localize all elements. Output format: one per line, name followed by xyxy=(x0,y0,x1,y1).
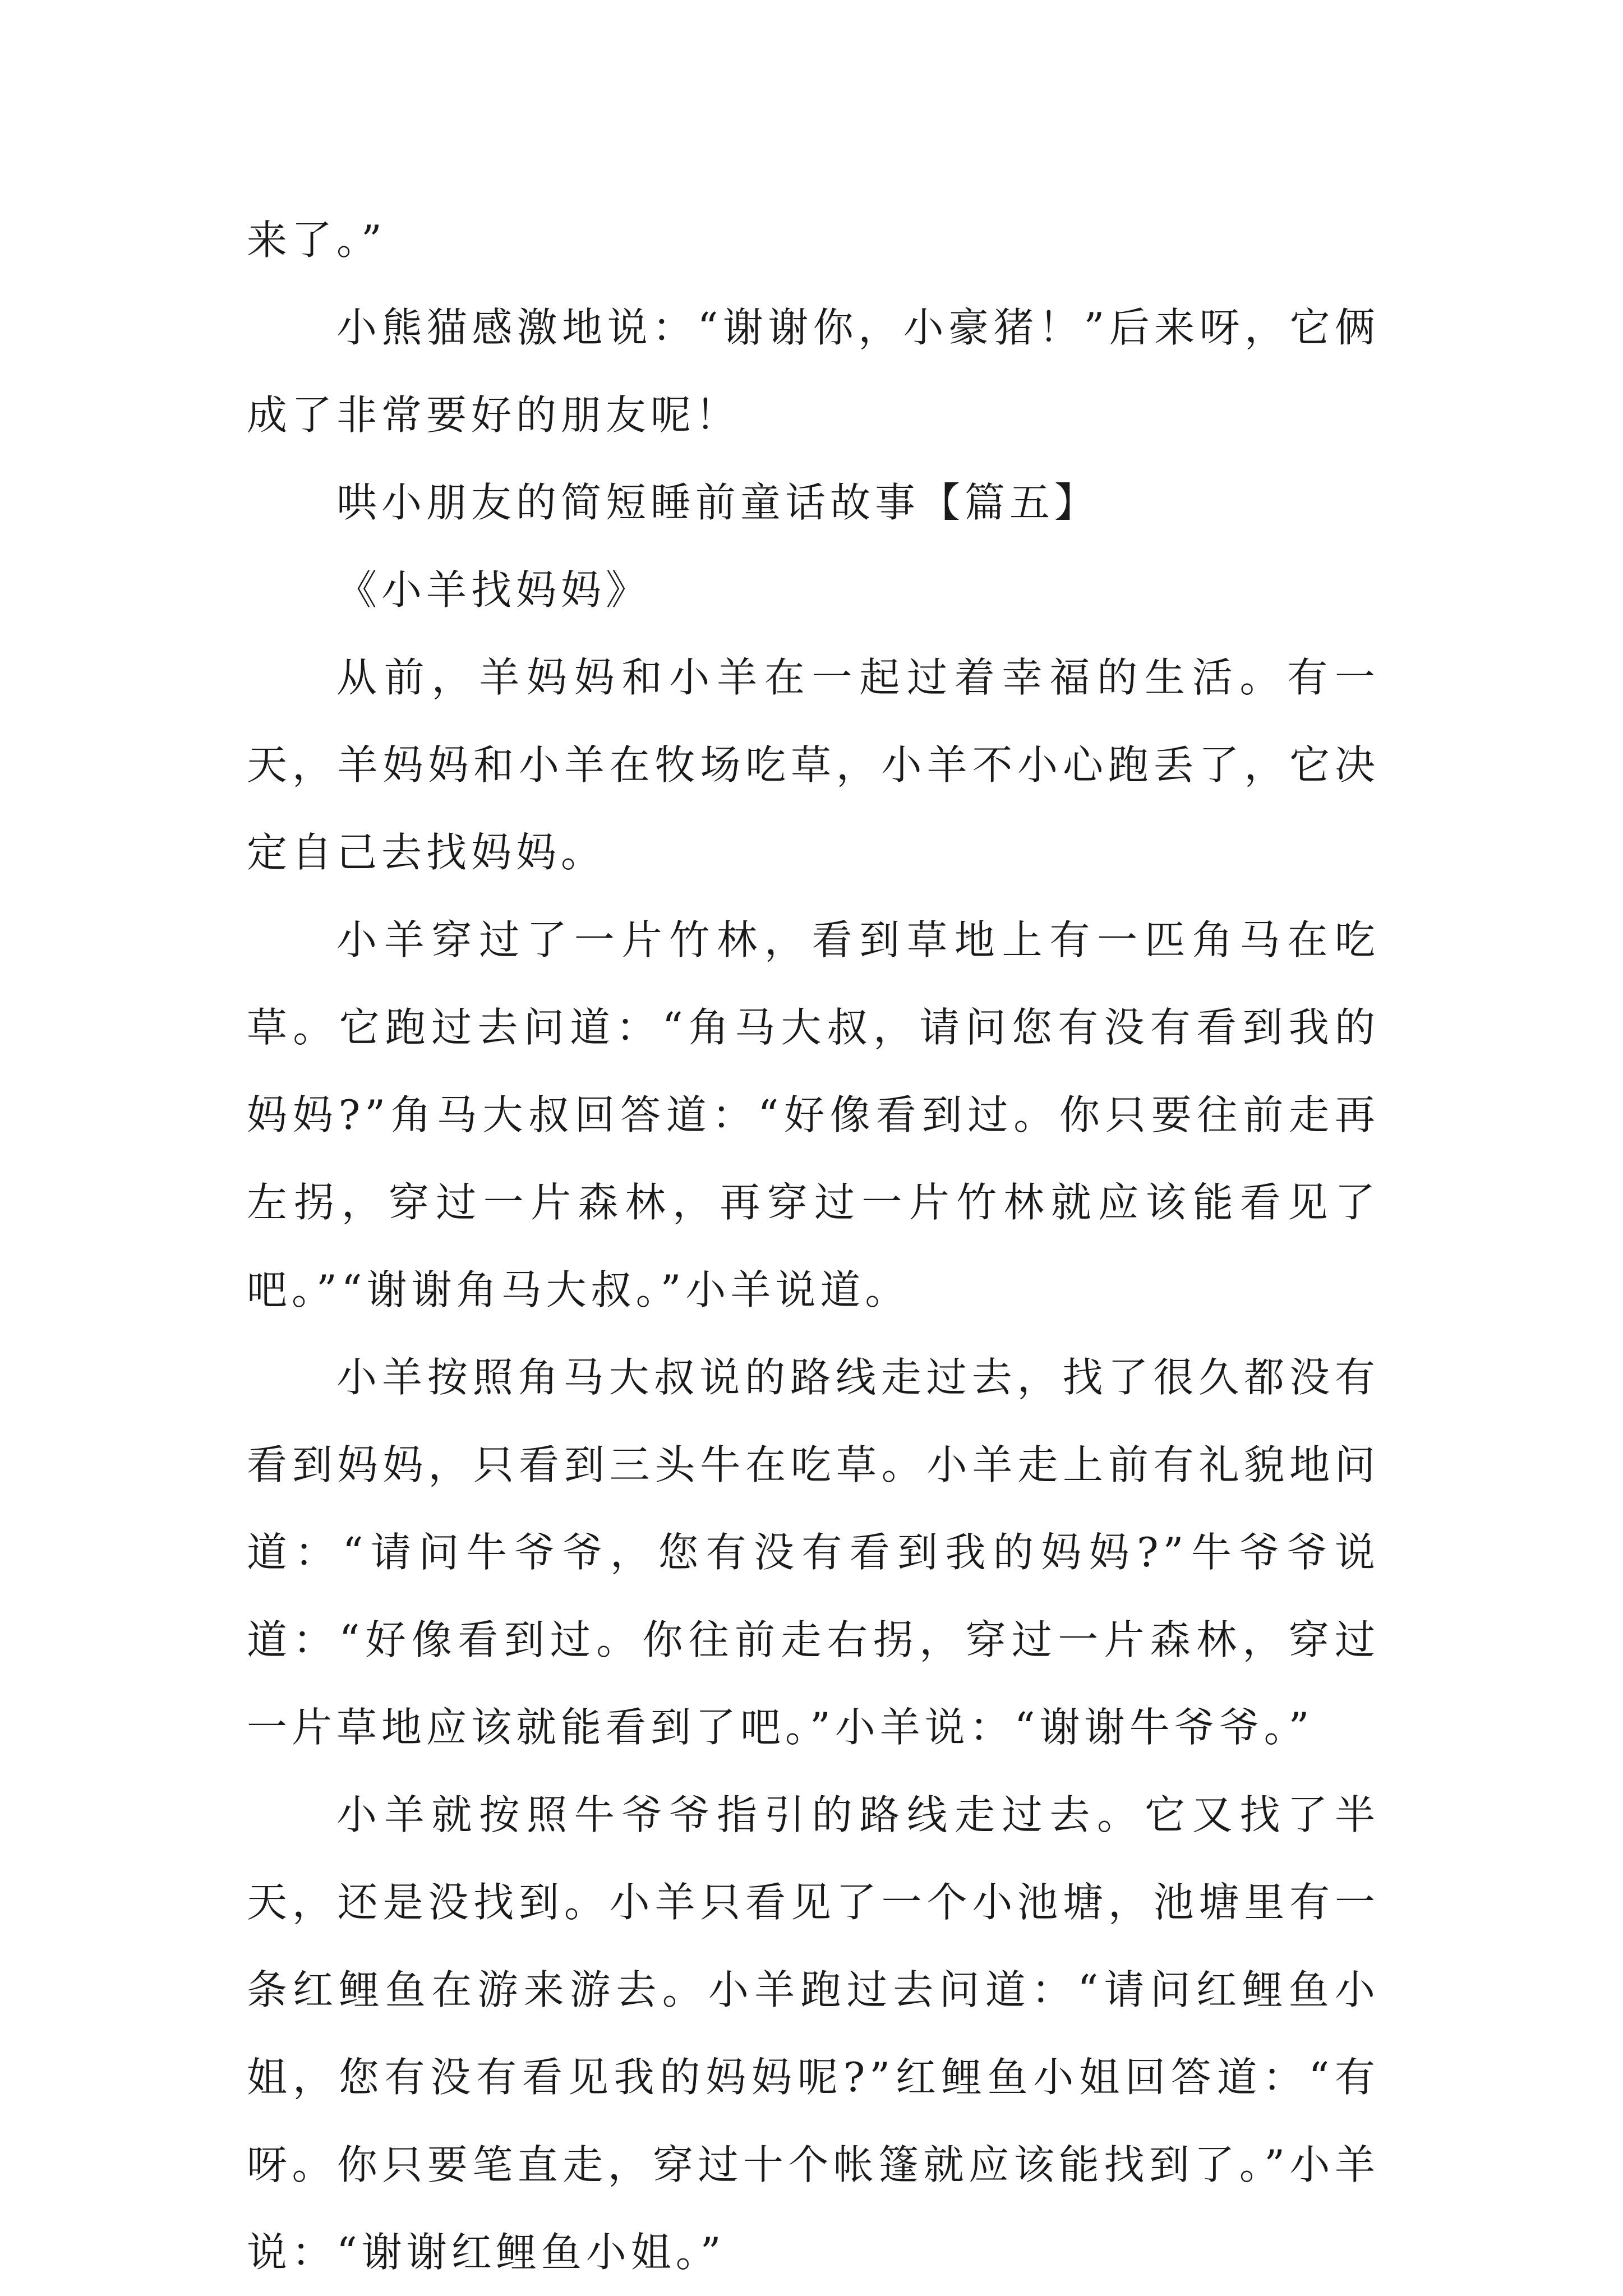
story-title: 《小羊找妈妈》 xyxy=(336,566,651,614)
paragraph: 小羊穿过了一片竹林，看到草地上有一匹角马在吃草。它跑过去问道：“角马大叔，请问您有没有看到我的妈妈?”角马大叔回答道：“好像看到过。你只要往前走再左拐，穿过一片森林，再穿过一片竹林就应该能看见了吧。”“谢谢角马大叔。”小羊说道。 xyxy=(247,916,1380,1313)
paragraph: 小羊按照角马大叔说的路线走过去，找了很久都没有看到妈妈，只看到三头牛在吃草。小羊走上前有礼貌地问道：“请问牛爷爷，您有没有看到我的妈妈?”牛爷爷说道：“好像看到过。你往前走右拐，穿过一片森林，穿过一片草地应该就能看到了吧。”小羊说：“谢谢牛爷爷。” xyxy=(247,1354,1380,1751)
paragraph: 从前，羊妈妈和小羊在一起过着幸福的生活。有一天，羊妈妈和小羊在牧场吃草，小羊不小心跑丢了，它决定自己去找妈妈。 xyxy=(247,654,1380,876)
paragraph-continuation: 来了。” xyxy=(247,216,386,264)
document-body xyxy=(247,196,1380,2296)
story-section-heading: 哄小朋友的简短睡前童话故事【篇五】 xyxy=(336,479,1100,526)
paragraph: 小熊猫感激地说：“谢谢你，小豪猪！”后来呀，它俩成了非常要好的朋友呢！ xyxy=(247,304,1380,439)
paragraph: 小羊就按照牛爷爷指引的路线走过去。它又找了半天，还是没找到。小羊只看见了一个小池塘，池塘里有一条红鲤鱼在游来游去。小羊跑过去问道：“请问红鲤鱼小姐，您有没有看见我的妈妈呢?”红鲤鱼小姐回答道：“有呀。你只要笔直走，穿过十个帐篷就应该能找到了。”小羊说：“谢谢红鲤鱼小姐。” xyxy=(247,1791,1380,2276)
